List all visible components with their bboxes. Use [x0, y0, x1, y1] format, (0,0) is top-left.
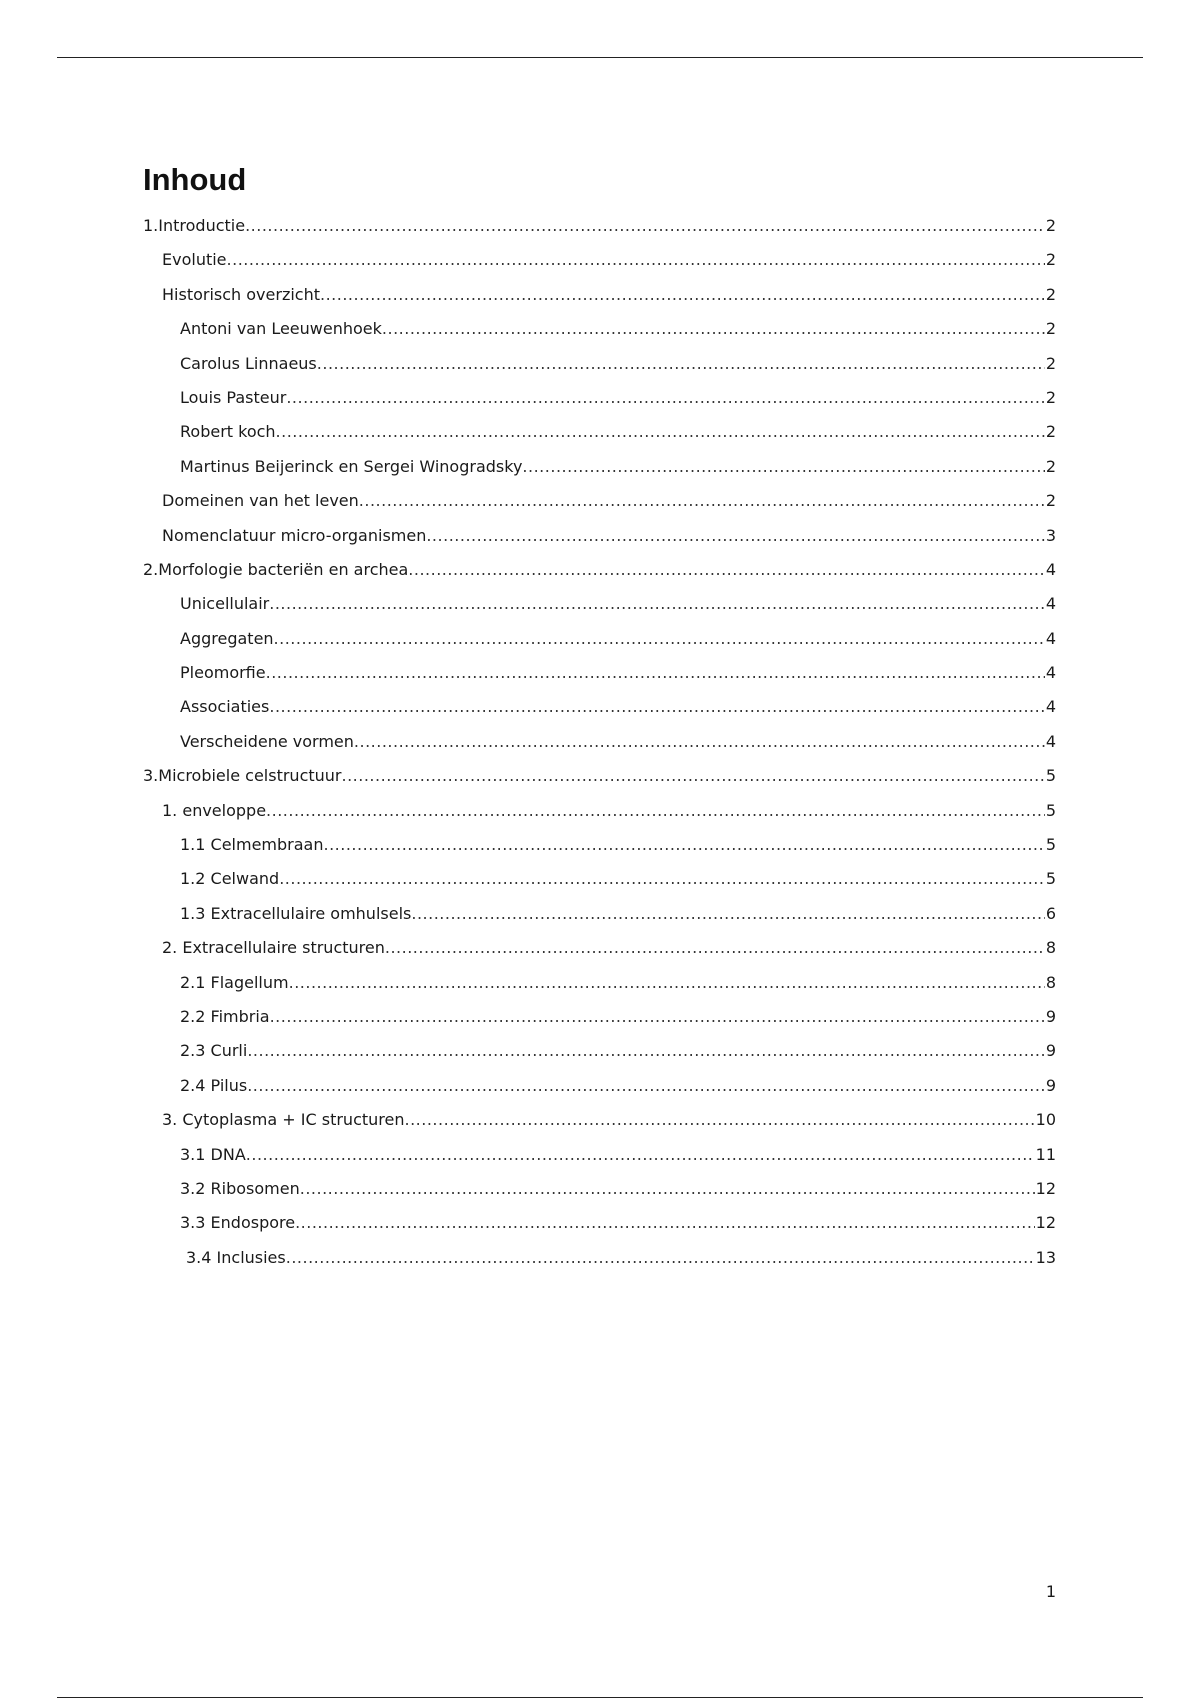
toc-entry-page: 4 [1045, 731, 1056, 751]
toc-entry-label[interactable]: 1.3 Extracellulaire omhulsels [180, 903, 412, 923]
toc-dot-leader [269, 587, 1045, 621]
toc-dot-leader [289, 966, 1045, 1000]
toc-dot-leader [522, 450, 1044, 484]
toc-entry[interactable] [143, 1138, 1056, 1172]
toc-entry-label[interactable]: Evolutie [162, 250, 227, 270]
toc-entry-page: 9 [1045, 1041, 1056, 1061]
toc-entry[interactable] [143, 656, 1056, 690]
toc-entry-page: 2 [1045, 319, 1056, 339]
footer-rule [57, 1697, 1143, 1698]
toc-entry-label[interactable]: 2.Morfologie bacteriën en archea [143, 559, 409, 579]
toc-entry-page: 4 [1045, 559, 1056, 579]
toc-entry-label[interactable]: Robert koch [180, 422, 276, 442]
toc-entry-page: 4 [1045, 594, 1056, 614]
toc-entry[interactable] [143, 209, 1056, 243]
toc-dot-leader [279, 862, 1045, 896]
toc-entry[interactable] [143, 312, 1056, 346]
toc-dot-leader [382, 312, 1045, 346]
toc-entry-page: 2 [1045, 491, 1056, 511]
header-rule [57, 57, 1143, 58]
toc-dot-leader [324, 828, 1045, 862]
toc-entry[interactable] [143, 1000, 1056, 1034]
toc-entry[interactable] [143, 1206, 1056, 1240]
toc-entry-page: 9 [1045, 1006, 1056, 1026]
toc-dot-leader [286, 381, 1044, 415]
toc-dot-leader [295, 1206, 1035, 1240]
toc-entry-label[interactable]: Verscheidene vormen [180, 731, 354, 751]
toc-entry[interactable] [143, 587, 1056, 621]
toc-dot-leader [405, 1103, 1035, 1137]
toc-entry-label[interactable]: 2.3 Curli [180, 1041, 248, 1061]
toc-dot-leader [270, 1000, 1045, 1034]
toc-entry-page: 10 [1035, 1110, 1056, 1130]
toc-entry[interactable] [143, 381, 1056, 415]
toc-entry-page: 5 [1045, 869, 1056, 889]
toc-entry-page: 2 [1045, 284, 1056, 304]
toc-dot-leader [385, 931, 1045, 965]
toc-entry[interactable] [143, 1172, 1056, 1206]
toc-entry-page: 2 [1045, 387, 1056, 407]
toc-dot-leader [317, 347, 1045, 381]
toc-dot-leader [269, 690, 1044, 724]
toc-entry[interactable] [143, 450, 1056, 484]
toc-entry-page: 5 [1045, 766, 1056, 786]
toc-entry-label[interactable]: 2.2 Fimbria [180, 1006, 270, 1026]
toc-entry-page: 2 [1045, 353, 1056, 373]
toc-entry-label[interactable]: 3.4 Inclusies [186, 1247, 286, 1267]
toc-entry-page: 4 [1045, 628, 1056, 648]
toc-entry-label[interactable]: Antoni van Leeuwenhoek [180, 319, 382, 339]
toc-entry-page: 5 [1045, 835, 1056, 855]
toc-entry-page: 8 [1045, 938, 1056, 958]
toc-entry[interactable] [143, 931, 1056, 965]
toc-entry-label[interactable]: Pleomorfie [180, 663, 266, 683]
toc-entry-page: 12 [1035, 1213, 1056, 1233]
toc-entry-label[interactable]: 3.3 Endospore [180, 1213, 296, 1233]
toc-entry-label[interactable]: Domeinen van het leven [162, 491, 359, 511]
toc-entry-label[interactable]: 3.Microbiele celstructuur [143, 766, 342, 786]
toc-entry-page: 2 [1045, 456, 1056, 476]
toc-dot-leader [266, 656, 1045, 690]
toc-dot-leader [276, 415, 1045, 449]
toc-entry[interactable] [143, 415, 1056, 449]
toc-list [143, 209, 1056, 1275]
toc-entry[interactable] [143, 278, 1056, 312]
toc-entry-label[interactable]: Louis Pasteur [180, 387, 287, 407]
toc-dot-leader [246, 1138, 1035, 1172]
toc-entry[interactable] [143, 690, 1056, 724]
toc-entry[interactable] [143, 1241, 1056, 1275]
toc-entry-page: 11 [1035, 1144, 1056, 1164]
toc-entry[interactable] [143, 1103, 1056, 1137]
toc-dot-leader [342, 759, 1045, 793]
toc-title: Inhoud [143, 162, 247, 197]
toc-entry-label[interactable]: 1.2 Celwand [180, 869, 280, 889]
toc-entry[interactable] [143, 759, 1056, 793]
toc-dot-leader [426, 519, 1044, 553]
toc-dot-leader [247, 1069, 1045, 1103]
toc-dot-leader [266, 794, 1045, 828]
toc-entry-page: 2 [1045, 216, 1056, 235]
toc-entry-page: 9 [1045, 1075, 1056, 1095]
table-of-contents [143, 160, 1056, 1275]
toc-entry[interactable] [143, 725, 1056, 759]
toc-entry-label[interactable]: 2.1 Flagellum [180, 972, 289, 992]
toc-dot-leader [227, 243, 1045, 277]
page-number: 1 [1045, 1582, 1056, 1601]
toc-entry[interactable] [143, 1069, 1056, 1103]
toc-entry[interactable] [143, 622, 1056, 656]
toc-entry[interactable] [143, 484, 1056, 518]
toc-dot-leader [274, 622, 1045, 656]
toc-entry-label[interactable]: 3. Cytoplasma + IC structuren [162, 1110, 405, 1130]
toc-entry-label[interactable]: 2. Extracellulaire structuren [162, 938, 385, 958]
toc-entry-label[interactable]: Carolus Linnaeus [180, 353, 317, 373]
toc-entry-page: 5 [1045, 800, 1056, 820]
toc-entry-label[interactable]: 1. enveloppe [162, 800, 267, 820]
toc-entry-page: 2 [1045, 422, 1056, 442]
toc-entry-label[interactable]: Aggregaten [180, 628, 274, 648]
toc-entry-page: 2 [1045, 250, 1056, 270]
toc-entry[interactable] [143, 519, 1056, 553]
toc-entry-page: 12 [1035, 1178, 1056, 1198]
toc-entry-page: 13 [1035, 1247, 1056, 1267]
toc-entry[interactable] [143, 553, 1056, 587]
toc-entry-label[interactable]: Martinus Beijerinck en Sergei Winogradsky [180, 456, 523, 476]
toc-entry[interactable] [143, 966, 1056, 1000]
toc-entry-label[interactable]: 1.Introductie [143, 216, 246, 235]
toc-entry[interactable] [143, 347, 1056, 381]
toc-dot-leader [359, 484, 1045, 518]
toc-entry-label[interactable]: 2.4 Pilus [180, 1075, 248, 1095]
toc-dot-leader [286, 1241, 1035, 1275]
toc-entry-page: 4 [1045, 663, 1056, 683]
toc-dot-leader [300, 1172, 1035, 1206]
toc-entry-label[interactable]: 3.1 DNA [180, 1144, 246, 1164]
toc-entry-label[interactable]: 3.2 Ribosomen [180, 1178, 300, 1198]
toc-entry-label[interactable]: Associaties [180, 697, 270, 717]
toc-entry-page: 4 [1045, 697, 1056, 717]
toc-entry-label[interactable]: Historisch overzicht [162, 284, 320, 304]
toc-entry[interactable] [143, 897, 1056, 931]
toc-dot-leader [411, 897, 1044, 931]
toc-dot-leader [408, 553, 1045, 587]
toc-dot-leader [245, 209, 1045, 243]
toc-dot-leader [320, 278, 1045, 312]
toc-dot-leader [354, 725, 1045, 759]
toc-dot-leader [247, 1034, 1045, 1068]
toc-entry-page: 3 [1045, 525, 1056, 545]
toc-entry[interactable] [143, 1034, 1056, 1068]
toc-entry[interactable] [143, 243, 1056, 277]
toc-entry[interactable] [143, 828, 1056, 862]
toc-entry[interactable] [143, 794, 1056, 828]
toc-entry-page: 8 [1045, 972, 1056, 992]
toc-entry-label[interactable]: Unicellulair [180, 594, 270, 614]
toc-entry-page: 6 [1045, 903, 1056, 923]
toc-entry-label[interactable]: Nomenclatuur micro-organismen [162, 525, 427, 545]
toc-entry[interactable] [143, 862, 1056, 896]
toc-entry-label[interactable]: 1.1 Celmembraan [180, 835, 324, 855]
